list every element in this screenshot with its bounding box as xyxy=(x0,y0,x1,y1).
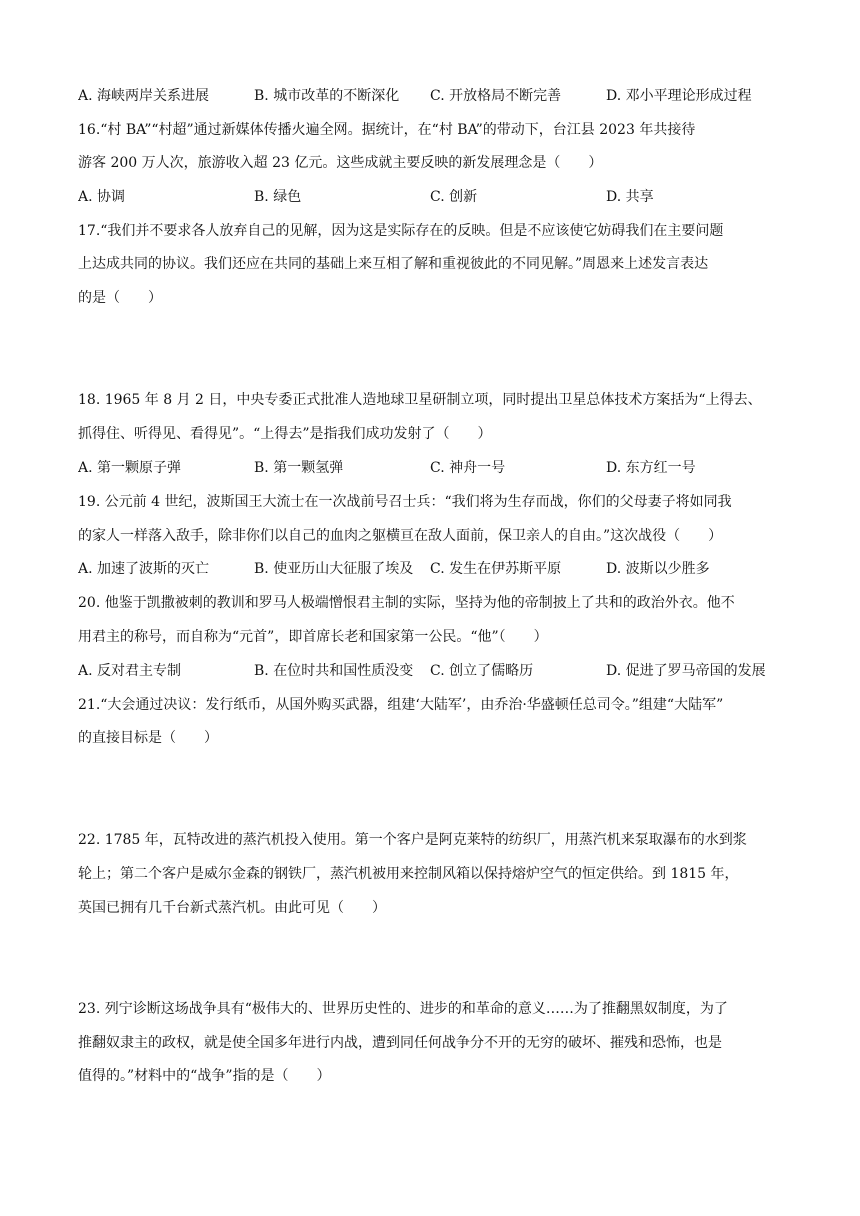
q23-stem-line-2: 推翻奴隶主的政权，就是使全国多年进行内战，遭到同任何战争分不开的无穷的破坏、摧残和恐怖，也是 xyxy=(78,1035,722,1051)
q20-options xyxy=(78,659,790,683)
q20-stem-line-2: 用君主的称号，而自称为“元首”，即首席长老和国家第一公民。“他”（ ） xyxy=(78,629,548,645)
q19-stem-line-2: 的家人一样落入敌手，除非你们以自己的血肉之躯横亘在敌人面前，保卫亲人的自由。”这次战役（ ） xyxy=(78,528,723,544)
q18-option-a[interactable]: A. 第一颗原子弹 xyxy=(78,460,182,476)
q20-option-c[interactable]: C. 创立了儒略历 xyxy=(430,663,534,679)
q23-stem-line-1: 23. 列宁诊断这场战争具有“极伟大的、世界历史性的、进步的和革命的意义……为了推翻黑奴制度，为了 xyxy=(78,1001,728,1017)
q19-option-c[interactable]: C. 发生在伊苏斯平原 xyxy=(430,561,562,577)
q23-stem-line-3: 值得的。”材料中的“战争”指的是（ ） xyxy=(78,1068,331,1084)
q19-option-a[interactable]: A. 加速了波斯的灭亡 xyxy=(78,561,210,577)
q20-stem-line-1: 20. 他鉴于凯撒被刺的教训和罗马人极端憎恨君主制的实际，坚持为他的帝制披上了共和的政治外衣。他不 xyxy=(78,595,735,611)
q15-option-a[interactable]: A. 海峡两岸关系进展 xyxy=(78,88,210,104)
q16-stem-line-1: 16.“村 BA”“村超”通过新媒体传播火遍全网。据统计，在“村 BA”的带动下，台江县 2023 年共接待 xyxy=(78,122,696,138)
q18-stem-line-1: 18. 1965 年 8 月 2 日，中央专委正式批准人造地球卫星研制立项，同时提出卫星总体技术方案括为“上得去、 xyxy=(78,392,762,408)
q19-option-d[interactable]: D. 波斯以少胜多 xyxy=(606,561,710,577)
q20-option-b[interactable]: B. 在位时共和国性质没变 xyxy=(254,663,414,679)
q19-options xyxy=(78,557,790,581)
q21-stem-line-1: 21.“大会通过决议：发行纸币，从国外购买武器，组建‘大陆军’，由乔治·华盛顿任总司令。”组建“大陆军” xyxy=(78,697,724,713)
q18-options xyxy=(78,456,790,480)
q15-options xyxy=(78,84,790,108)
q17-stem-line-3: 的是（ ） xyxy=(78,290,162,306)
q18-option-b[interactable]: B. 第一颗氢弹 xyxy=(254,460,344,476)
q18-stem-line-2: 抓得住、听得见、看得见”。“上得去”是指我们成功发射了（ ） xyxy=(78,426,492,442)
q17-stem-line-1: 17.“我们并不要求各人放弃自己的见解，因为这是实际存在的反映。但是不应该使它妨碍我们在主要问题 xyxy=(78,223,724,239)
q20-option-a[interactable]: A. 反对君主专制 xyxy=(78,663,182,679)
q16-option-a[interactable]: A. 协调 xyxy=(78,189,126,205)
q15-option-c[interactable]: C. 开放格局不断完善 xyxy=(430,88,562,104)
q15-option-d[interactable]: D. 邓小平理论形成过程 xyxy=(606,88,752,104)
q20-option-d[interactable]: D. 促进了罗马帝国的发展 xyxy=(606,663,766,679)
q19-stem-line-1: 19. 公元前 4 世纪，波斯国王大流士在一次战前号召士兵：“我们将为生存而战，你们的父母妻子将如同我 xyxy=(78,494,732,510)
q15-option-b[interactable]: B. 城市改革的不断深化 xyxy=(254,88,400,104)
q18-option-c[interactable]: C. 神舟一号 xyxy=(430,460,506,476)
q17-stem-line-2: 上达成共同的协议。我们还应在共同的基础上来互相了解和重视彼此的不同见解。”周恩来上述发言表达 xyxy=(78,256,709,272)
q16-options xyxy=(78,185,790,209)
q16-stem-line-2: 游客 200 万人次，旅游收入超 23 亿元。这些成就主要反映的新发展理念是（ ） xyxy=(78,155,603,171)
q18-option-d[interactable]: D. 东方红一号 xyxy=(606,460,696,476)
q21-stem-line-2: 的直接目标是（ ） xyxy=(78,730,218,746)
q16-option-b[interactable]: B. 绿色 xyxy=(254,189,302,205)
q16-option-d[interactable]: D. 共享 xyxy=(606,189,654,205)
q22-stem-line-1: 22. 1785 年，瓦特改进的蒸汽机投入使用。第一个客户是阿克莱特的纺织厂，用蒸汽机来泵取瀑布的水到浆 xyxy=(78,832,747,848)
q22-stem-line-3: 英国已拥有几千台新式蒸汽机。由此可见（ ） xyxy=(78,900,386,916)
q16-option-c[interactable]: C. 创新 xyxy=(430,189,478,205)
q22-stem-line-2: 轮上；第二个客户是威尔金森的钢铁厂，蒸汽机被用来控制风箱以保持熔炉空气的恒定供给。到 1815 年， xyxy=(78,866,739,882)
q19-option-b[interactable]: B. 使亚历山大征服了埃及 xyxy=(254,561,414,577)
